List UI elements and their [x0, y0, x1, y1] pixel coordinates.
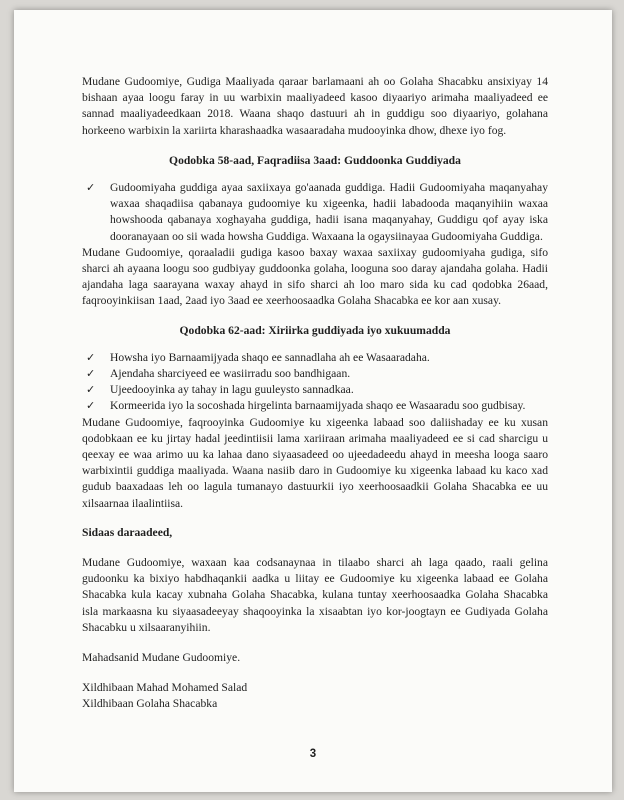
list-item [82, 366, 548, 382]
check-icon: ✓ [86, 367, 96, 381]
list-item-text: Howsha iyo Barnaamijyada shaqo ee sannadlaha ah ee Wasaaradaha. [110, 350, 430, 364]
section-58-list [82, 180, 548, 245]
list-item-text: Kormeerida iyo la socoshada hirgelinta barnaamijyada shaqo ee Wasaaradu soo gudbisay. [110, 399, 526, 413]
closing-line: Mahadsanid Mudane Gudoomiye. [82, 651, 241, 665]
intro-paragraph: Mudane Gudoomiye, Gudiga Maaliyada qaraar barlamaani ah oo Golaha Shacabku ansixiyay 14 bishaan ayaa loogu faray in uu warbixin maaliyadeed kasoo diyaariyo arimaha maaliyadeed ee sannad maaliyadeedkaan 2018. Waana shaqo dastuuri ah in guddigu soo diyaariyo, golahana horkeeno warbixin la xariirta kharashaadka wasaaradaha mudooyinka dhow, dhexe iyo fog. [82, 75, 548, 137]
signature-title: Xildhibaan Golaha Shacabka [82, 697, 218, 711]
list-item-text: Ujeedooyinka ay tahay in lagu guuleysto sannadkaa. [110, 383, 354, 397]
check-icon: ✓ [86, 350, 96, 364]
document-page [14, 10, 612, 792]
check-icon: ✓ [86, 181, 96, 195]
list-item-text: Gudoomiyaha guddiga ayaa saxiixaya go'aanada guddiga. Hadii Gudoomiyaha maqanyahay waxaa shaqadiisa qabanaya gudoomiye ku xigeenka, hadii labadooda maqanyihiin waxaa howshooda qabanaya xoghayaha guddiga, hadii isana maqanyahay, Guddigu qof ayay iska dooranayaan oo sii wada howsha Guddiga. Waxaana la ogaysiinayaa Gudoomiyaha Guddiga. [110, 181, 548, 243]
section-heading-58: Qodobka 58-aad, Faqradiisa 3aad: Guddoonka Guddiyada [169, 153, 461, 167]
list-item-text: Ajendaha sharciyeed ee wasiirradu soo bandhigaan. [110, 367, 351, 381]
section-62-list [82, 350, 548, 415]
list-item [82, 398, 548, 414]
request-paragraph: Mudane Gudoomiye, waxaan kaa codsanaynaa in tilaabo sharci ah laga qaado, raali gelina gudoonku ka bixiyo habdhaqankii aadka u liitay ee Gudoomiye ku xigeenka labaad ee Golaha Shacabka kula kacay xubnaha Golaha Shacabka, kulana tuntay xeerhoosaadka Golaha Shacabka isla markaasna ku siyaasadeeyay shaqooyinka la xisaabtan iyo kor-joogtayn ee Gudiyada Golaha Shacabku u xilsaaranyihiin. [82, 556, 548, 634]
list-item [82, 180, 548, 245]
signature-block [82, 680, 548, 712]
list-item [82, 382, 548, 398]
chairman-duties-paragraph: Mudane Gudoomiye, qoraaladii gudiga kasoo baxay waxaa saxiixay gudoomiyaha gudiga, sifo sharci ah ayaana loogu soo gudbiyay guddoonka golaha, looguna soo daray ajandaha golaha. Hadii ajandaha laga saarayana waxay ahayd in sifo sharci ah loo maro sida ku cad qodobka 26aad, faqrooyinkiisan 1aad, 2aad iyo 3aad ee xeerhoosaadka Golaha Shacabka ee kor aan xusay. [82, 245, 548, 308]
conclusion-label: Sidaas daraadeed, [82, 525, 173, 539]
section-heading-62: Qodobka 62-aad: Xiriirka guddiyada iyo xukuumadda [179, 323, 451, 337]
check-icon: ✓ [86, 383, 96, 397]
linkage-paragraph: Mudane Gudoomiye, faqrooyinka Gudoomiye ku xigeenka labaad soo daliishaday ee ku xusan qodobkaan ee ku jirtay hadal jeedintiisii lama xariiraan arimaha maaliyadeed ee si cad sharcigu u qeexay ee waa arimo uu ka lahaa dano siyaasadeed oo ujeedadeedu ahayd in meesha looga saaro warbixintii guddiga maaliyada. Waana nasiib daro in Gudoomiye ku xigeenka labaad ku kaco xad gudub baaxadaas leh oo lagula tumanayo dastuurkii iyo xeerhoosaadkii Golaha Shacabka ee uu xilsaarnaa ilaalintiisa. [82, 415, 548, 510]
page-number: 3 [309, 748, 317, 760]
check-icon: ✓ [86, 399, 96, 413]
list-item [82, 350, 548, 366]
page-content [82, 74, 548, 712]
signature-name: Xildhibaan Mahad Mohamed Salad [82, 681, 248, 695]
